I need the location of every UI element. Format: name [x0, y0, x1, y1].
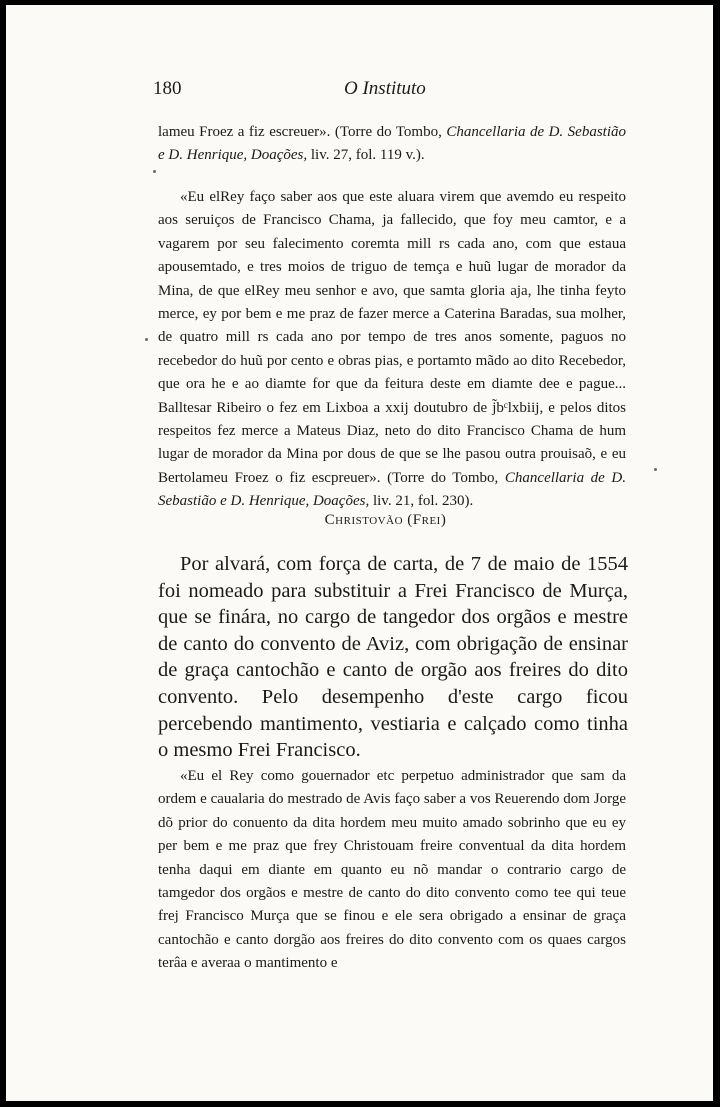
quoted-document-paragraph — [158, 186, 626, 514]
page-number: 180 — [153, 78, 182, 99]
print-speck — [153, 170, 156, 173]
citation-reference: liv. 27, fol. 119 v.). — [307, 147, 425, 164]
quoted-document-reference: liv. 21, fol. 230). — [369, 493, 474, 510]
citation-source-title: Chancellaria de D. Sebastião e D. Henrique, Doações, — [158, 124, 626, 164]
print-speck — [145, 338, 148, 341]
body-paragraph: Por alvará, com força de carta, de 7 de maio de 1554 foi nomeado para substituir a Frei Francisco de Murça, que se finára, no cargo de tangedor dos orgãos e mestre de canto do convento de Aviz, com obrigação de ensinar de graça cantochão e canto de orgão aos freires do dito convento. Pelo desempenho d'este cargo ficou percebendo mantimento, vestiaria e calçado como tinha o mesmo Frei Francisco. — [158, 553, 628, 762]
section-heading-name: Christovão — [324, 512, 404, 528]
running-title: O Instituto — [344, 78, 426, 99]
running-header — [6, 78, 713, 102]
quoted-document-source-title: Chancellaria de D. Sebastião e D. Henrique, Doações, — [158, 469, 626, 510]
section-heading-qualifier: (Frei) — [407, 512, 447, 528]
citation-paragraph — [158, 121, 626, 168]
print-speck — [654, 468, 657, 471]
quoted-alvara-paragraph: «Eu el Rey como gouernador etc perpetuo administrador que sam da ordem e caualaria do mestrado de Avis faço saber a vos Reuerendo dom Jorge dõ prior do conuento da dita hordem meu muito amado sobrinho que eu ey per bem e me praz que frey Christouam freire conventual da dita hordem tenha daqui em diante em quanto eu nõ mandar o contrario cargo de tamgedor dos orgãos e mestre de canto do dito convento como tee qui teue frej Francisco Murça que se finou e ele sera obrigado a ensinar de graça cantochão e canto dorgão aos freires do dito convento com os quaes cargos terâa e averaa o mantimento e — [158, 768, 626, 972]
document-page — [6, 5, 713, 1101]
citation-text: lameu Froez a fiz escreuer». (Torre do Tombo, — [158, 124, 447, 140]
section-heading — [6, 512, 713, 529]
quoted-document-text: «Eu elRey faço saber aos que este aluara virem que avemdo eu respeito aos seruiços de Francisco Chama, ja fallecido, que foy meu camtor, e a vagarem por seu falecimento coremta mill rs cada ano, com que estaua apousemtado, e tres moios de triguo de temça e huũ lugar de morador da Mina, de que elRey meu senhor e avo, que samta gloria aja, lhe tinha feyto merce, ey por bem e me praz de fazer merce a Caterina Baradas, sua molher, de quatro mill rs cada ano por tempo de tres anos somente, paguos no recebedor do huũ por cento e obras pias, e portamto mãdo ao dito Recebedor, que ora he e ao diamte for que da feitura deste em diamte dee e pague... Balltesar Ribeiro o fez em Lixboa a xxij doutubro de j̃bᶜlxbiij, e pelos ditos respeitos fez merce a Mateus Diaz, neto do dito Francisco Chama de hum lugar de morador da Mina por dous de que se lhe pasou outra prouisaõ, e eu Bertolameu Froez o fiz escpreuer». (Torre do Tombo, — [158, 189, 626, 486]
